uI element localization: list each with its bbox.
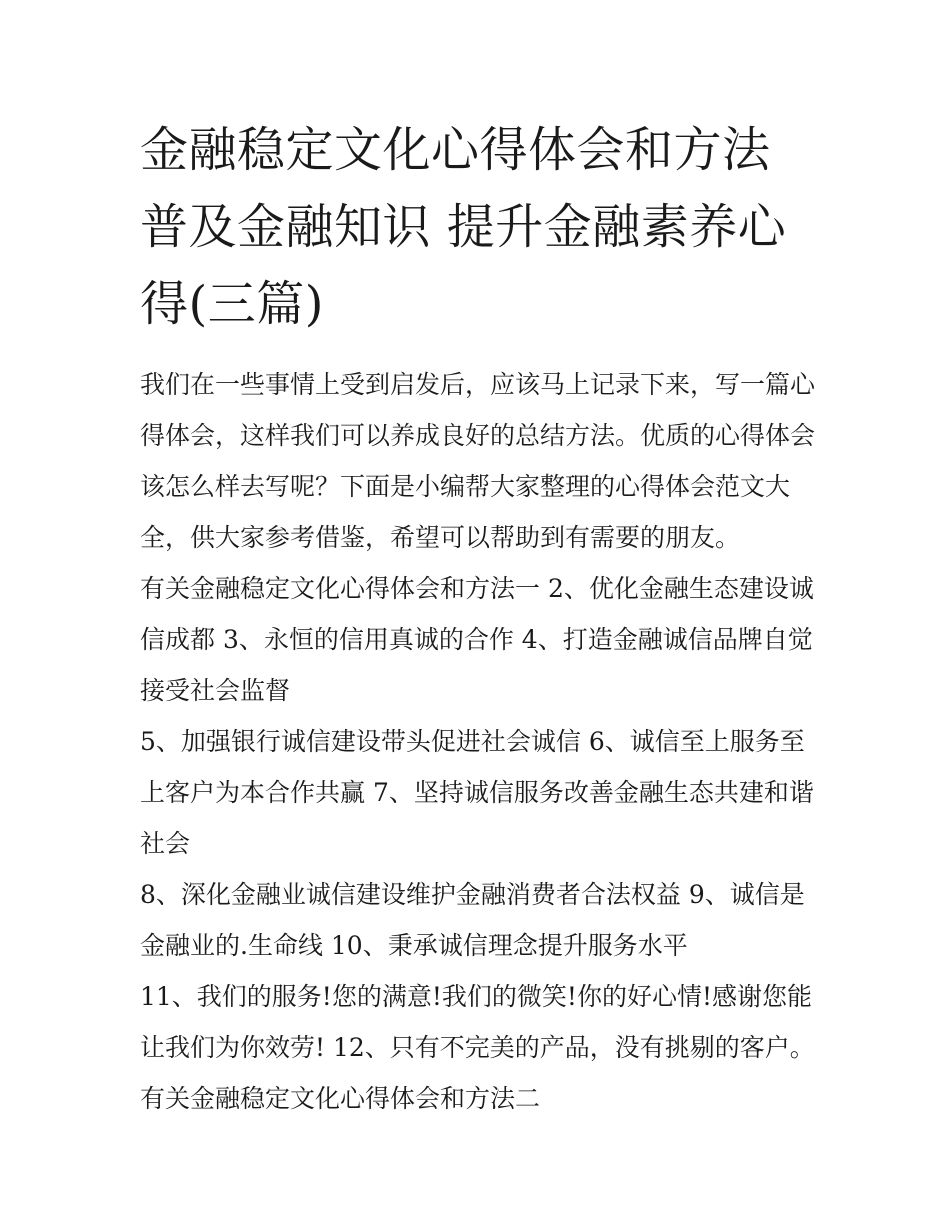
body-paragraph-3: 8、深化金融业诚信建设维护金融消费者合法权益 9、诚信是金融业的.生命线 10、秉承诚信理念提升服务水平 xyxy=(140,880,805,960)
body-paragraph-1: 有关金融稳定文化心得体会和方法一 2、优化金融生态建设诚信成都 3、永恒的信用真诚的合作 4、打造金融诚信品牌自觉接受社会监督 xyxy=(140,574,814,705)
body-paragraph-4: 11、我们的服务!您的满意!我们的微笑!你的好心情!感谢您能让我们为你效劳! 12、只有不完美的产品，没有挑剔的客户。 有关金融稳定文化心得体会和方法二 xyxy=(140,982,815,1113)
intro-paragraph: 我们在一些事情上受到启发后，应该马上记录下来，写一篇心得体会，这样我们可以养成良好的总结方法。优质的心得体会该怎么样去写呢？下面是小编帮大家整理的心得体会范文大全，供大家参考借鉴，希望可以帮助到有需要的朋友。 xyxy=(140,370,816,552)
document-page xyxy=(140,112,815,1124)
body-paragraph-2: 5、加强银行诚信建设带头促进社会诚信 6、诚信至上服务至上客户为本合作共赢 7、坚持诚信服务改善金融生态共建和谐社会 xyxy=(140,727,814,858)
document-title: 金融稳定文化心得体会和方法 普及金融知识 提升金融素养心得(三篇) xyxy=(140,122,787,332)
